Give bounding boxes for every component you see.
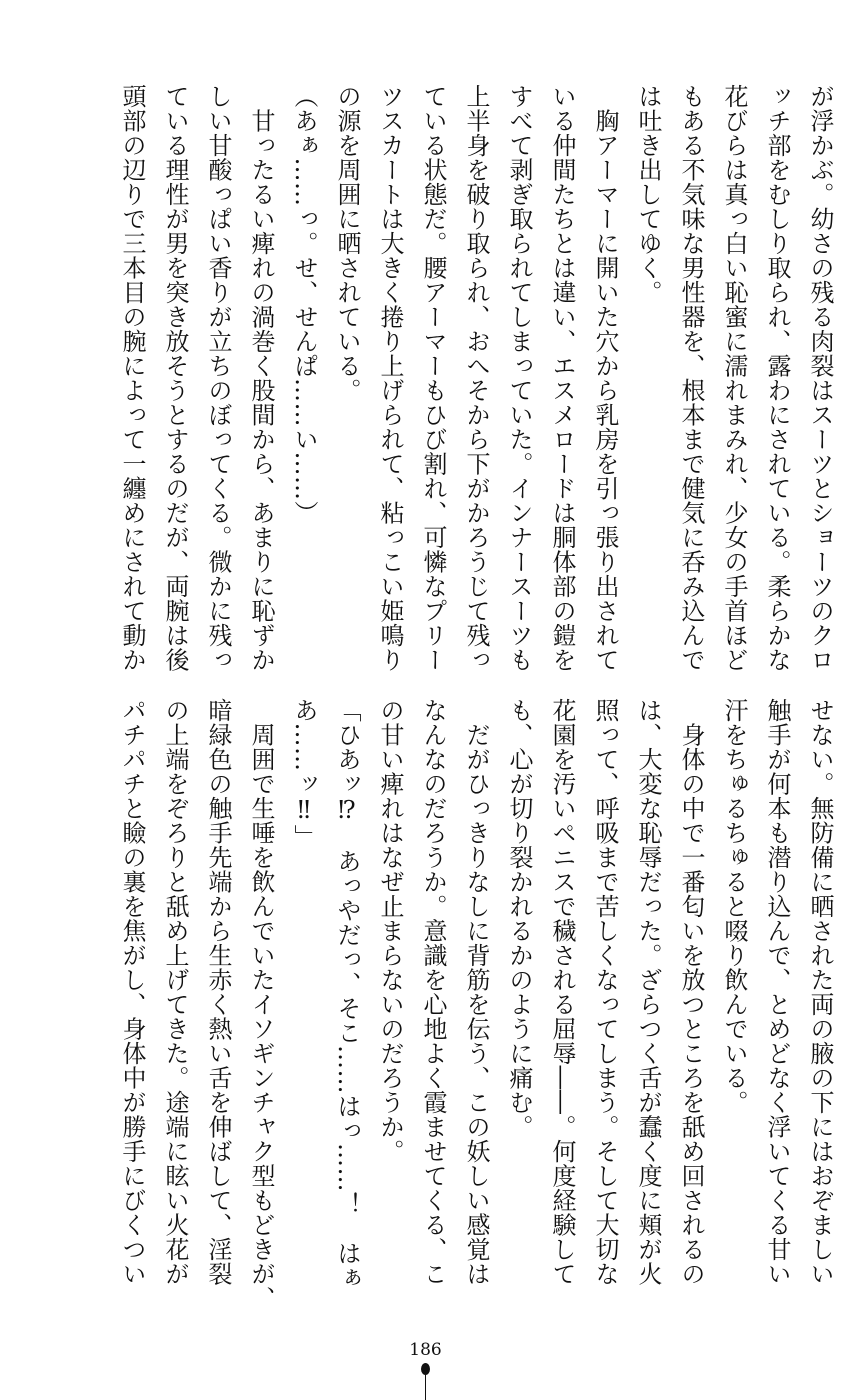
text-column: もある不気味な男性器を、根本まで健気に呑み込んで bbox=[677, 84, 705, 672]
text-column: 暗緑色の触手先端から生赤く熱い舌を伸ばして、淫裂 bbox=[204, 698, 232, 1286]
text-column: （あぁ……っ。せ、せんぱ……い……） bbox=[290, 84, 318, 525]
text-column: 汗をちゅるちゅると啜り飲んでいる。 bbox=[720, 698, 748, 1115]
text-block-bottom bbox=[101, 698, 841, 1311]
text-column: ている理性が男を突き放そうとするのだが、両腕は後 bbox=[161, 84, 189, 672]
text-column: すべて剥ぎ取られてしまっていた。インナースーツも bbox=[505, 84, 533, 672]
text-column: いる仲間たちとは違い、エスメロードは胴体部の鎧を bbox=[548, 84, 576, 672]
text-column: 花園を汚いペニスで穢される屈辱――。何度経験して bbox=[548, 698, 576, 1286]
page-marker-line bbox=[425, 1372, 426, 1400]
text-column: 触手が何本も潜り込んで、とめどなく浮いてくる甘い bbox=[763, 698, 791, 1286]
text-column: だがひっきりなしに背筋を伝う、この妖しい感覚は bbox=[462, 698, 490, 1286]
text-column: 「ひあッ⁉ あっやだっ、そこ……はっ……！ はぁ bbox=[333, 698, 361, 1290]
page-number: 186 bbox=[409, 1340, 442, 1360]
text-column: なんなのだろうか。意識を心地よく霞ませてくる、こ bbox=[419, 698, 447, 1286]
text-column: ッチ部をむしり取られ、露わにされている。柔らかな bbox=[763, 84, 791, 672]
text-column: 照って、呼吸まで苦しくなってしまう。そして大切な bbox=[591, 698, 619, 1286]
text-column: あ……ッ‼」 bbox=[290, 698, 318, 849]
text-column: ツスカートは大きく捲り上げられて、粘っこい姫鳴り bbox=[376, 84, 404, 672]
text-column: も、心が切り裂かれるかのように痛む。 bbox=[505, 698, 533, 1139]
text-column: の上端をぞろりと舐め上げてきた。途端に眩い火花が bbox=[161, 698, 189, 1286]
text-column: 頭部の辺りで三本目の腕によって一纏めにされて動か bbox=[118, 84, 146, 672]
text-column: が浮かぶ。幼さの残る肉裂はスーツとショーツのクロ bbox=[806, 84, 834, 672]
text-column: 上半身を破り取られ、おへそから下がかろうじて残っ bbox=[462, 84, 490, 672]
text-column: 周囲で生唾を飲んでいたイソギンチャク型もどきが、 bbox=[247, 698, 275, 1311]
text-column: は吐き出してゆく。 bbox=[634, 84, 662, 305]
text-column: ている状態だ。腰アーマーもひび割れ、可憐なプリー bbox=[419, 84, 447, 672]
text-column: 胸アーマーに開いた穴から乳房を引っ張り出されて bbox=[591, 84, 619, 672]
text-column: の甘い痺れはなぜ止まらないのだろうか。 bbox=[376, 698, 404, 1164]
text-column: は、大変な恥辱だった。ざらつく舌が蠢く度に頬が火 bbox=[634, 698, 662, 1286]
text-block-top bbox=[101, 84, 841, 684]
text-column: 身体の中で一番匂いを放つところを舐め回されるの bbox=[677, 698, 705, 1286]
text-column: 甘ったるい痺れの渦巻く股間から、あまりに恥ずか bbox=[247, 84, 275, 672]
text-column: パチパチと瞼の裏を焦がし、身体中が勝手にびくつい bbox=[118, 698, 146, 1286]
text-column: 花びらは真っ白い恥蜜に濡れまみれ、少女の手首ほど bbox=[720, 84, 748, 672]
text-column: せない。無防備に晒された両の腋の下にはおぞましい bbox=[806, 698, 834, 1286]
text-column: しい甘酸っぱい香りが立ちのぼってくる。微かに残っ bbox=[204, 84, 232, 672]
text-column: の源を周囲に晒されている。 bbox=[333, 84, 361, 403]
